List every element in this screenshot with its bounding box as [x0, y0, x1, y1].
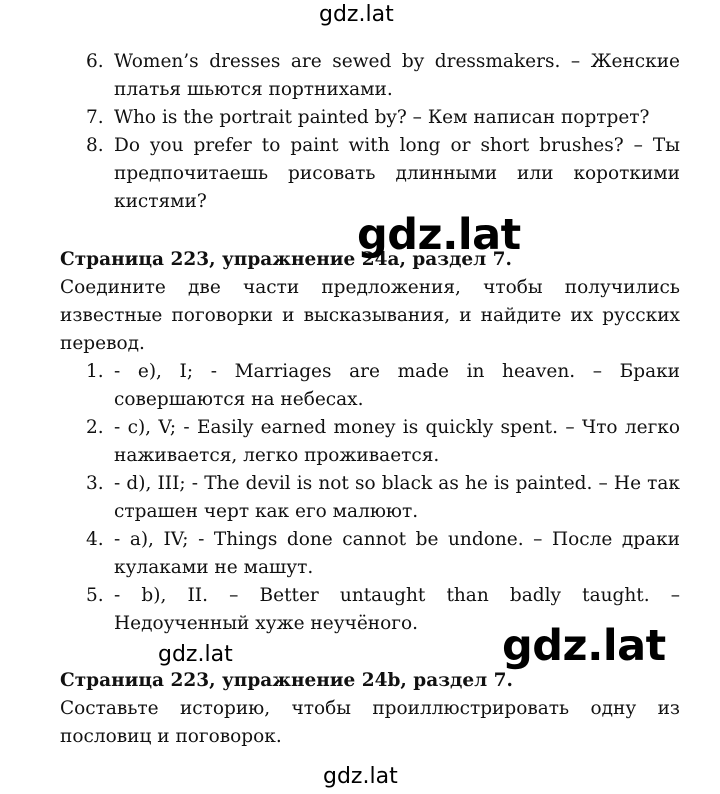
list-item-text: - b), II. – Better untaught than badly taught. – Недоученный хуже неучёного.	[114, 585, 680, 634]
section-heading-24a: Страница 223, упражнение 24a, раздел 7.	[60, 249, 512, 270]
list-item-number: 6.	[86, 51, 104, 72]
list-item-text: - d), III; - The devil is not so black as he is painted. – Не так страшен черт как его малюют.	[114, 473, 680, 522]
watermark-bottom: gdz.lat	[323, 764, 398, 789]
list-item-text: Who is the portrait painted by? – Кем написан портрет?	[114, 107, 650, 128]
list-item-text: - a), IV; - Things done cannot be undone. – После драки кулаками не машут.	[114, 529, 680, 578]
list-item	[86, 470, 680, 526]
list-item-text: Do you prefer to paint with long or short brushes? – Ты предпочитаешь рисовать длинными или короткими кистями?	[114, 135, 680, 212]
list-item-text: Women’s dresses are sewed by dressmakers. – Женские платья шьются портнихами.	[114, 51, 680, 100]
instruction-24a: Соедините две части предложения, чтобы получились известные поговорки и высказывания, и найдите их русских перевод.	[60, 277, 680, 354]
list-item-number: 3.	[86, 473, 104, 494]
list-item-number: 7.	[86, 107, 104, 128]
list-item-number: 2.	[86, 417, 104, 438]
list-item-text: - c), V; - Easily earned money is quickly spent. – Что легко наживается, легко проживается.	[114, 417, 680, 466]
list-item	[86, 358, 680, 414]
watermark-small-lower: gdz.lat	[158, 642, 233, 667]
list-item-number: 1.	[86, 361, 104, 382]
section-heading-24b: Страница 223, упражнение 24b, раздел 7.	[60, 670, 513, 691]
list-item-number: 5.	[86, 585, 104, 606]
list-item	[86, 48, 680, 104]
list-item-number: 4.	[86, 529, 104, 550]
instruction-24b: Составьте историю, чтобы проиллюстрировать одну из пословиц и поговорок.	[60, 698, 680, 747]
answer-list-top	[86, 48, 680, 216]
watermark-large-middle: gdz.lat	[357, 210, 521, 260]
list-item	[86, 414, 680, 470]
list-item	[86, 104, 680, 132]
list-item-text: - e), I; - Marriages are made in heaven. – Браки совершаются на небесах.	[114, 361, 680, 410]
list-item	[86, 526, 680, 582]
watermark-large-lower: gdz.lat	[502, 621, 666, 671]
answer-list-24a	[86, 358, 680, 638]
list-item-number: 8.	[86, 135, 104, 156]
watermark-top: gdz.lat	[319, 2, 394, 27]
list-item	[86, 132, 680, 216]
